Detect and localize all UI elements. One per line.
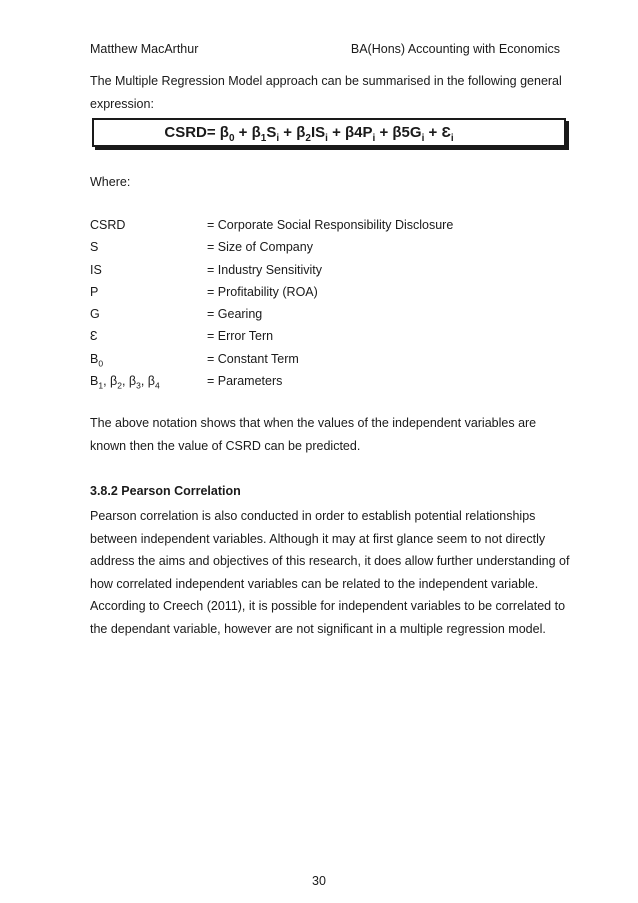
definition-term: S <box>90 240 99 255</box>
definition-term: $B_0$ <box>90 351 104 369</box>
regression-equation: CSRD= $\beta_0 + \beta_1S_i + \beta_2IS_i + \beta 4P_i + \beta 5G_i$ + $Ɛ_i$ <box>164 124 454 144</box>
section-heading: 3.8.2 Pearson Correlation <box>90 484 241 498</box>
definition-term: Ɛ <box>90 329 98 344</box>
where-label: Where: <box>90 175 131 189</box>
equation-box <box>92 118 566 147</box>
definition-meaning: = Corporate Social Responsibility Disclosure <box>207 218 454 232</box>
definition-meaning: = Profitability (ROA) <box>207 284 318 299</box>
definition-meaning: = Size of Company <box>207 240 313 255</box>
definition-term: G <box>90 307 100 322</box>
definition-term: IS <box>90 262 102 277</box>
header-author: Matthew MacArthur <box>90 42 199 56</box>
definition-meaning: = Industry Sensitivity <box>207 262 322 277</box>
notation-paragraph: The above notation shows that when the values of the independent variables are known then the value of CSRD can be predicted. <box>90 416 537 453</box>
intro-paragraph: The Multiple Regression Model approach can be summarised in the following general expression: <box>90 74 562 111</box>
definition-term: $B_1$, $\beta_2$, $\beta_3$, $\beta_4$ <box>90 374 160 391</box>
definition-meaning: = Parameters <box>207 374 283 389</box>
header-course: BA(Hons) Accounting with Economics <box>350 42 560 56</box>
definition-meaning: = Gearing <box>207 307 263 322</box>
definition-term: CSRD <box>90 218 126 232</box>
definition-meaning: = Constant Term <box>207 351 299 366</box>
definition-term: P <box>90 284 99 299</box>
page-number: 30 <box>312 874 326 888</box>
section-body-paragraph: Pearson correlation is also conducted in order to establish potential relationships between independent variables. Although it may at first glance seem to not directly address the aims and objectives of this research, it does allow further understanding of how correlated independent variables can be related to the independent variable. According to Creech (2011), it is possible for independent variables to be correlated to the dependant variable, however are not significant in a multiple regression model. <box>90 509 570 636</box>
definition-meaning: = Error Tern <box>207 329 274 344</box>
